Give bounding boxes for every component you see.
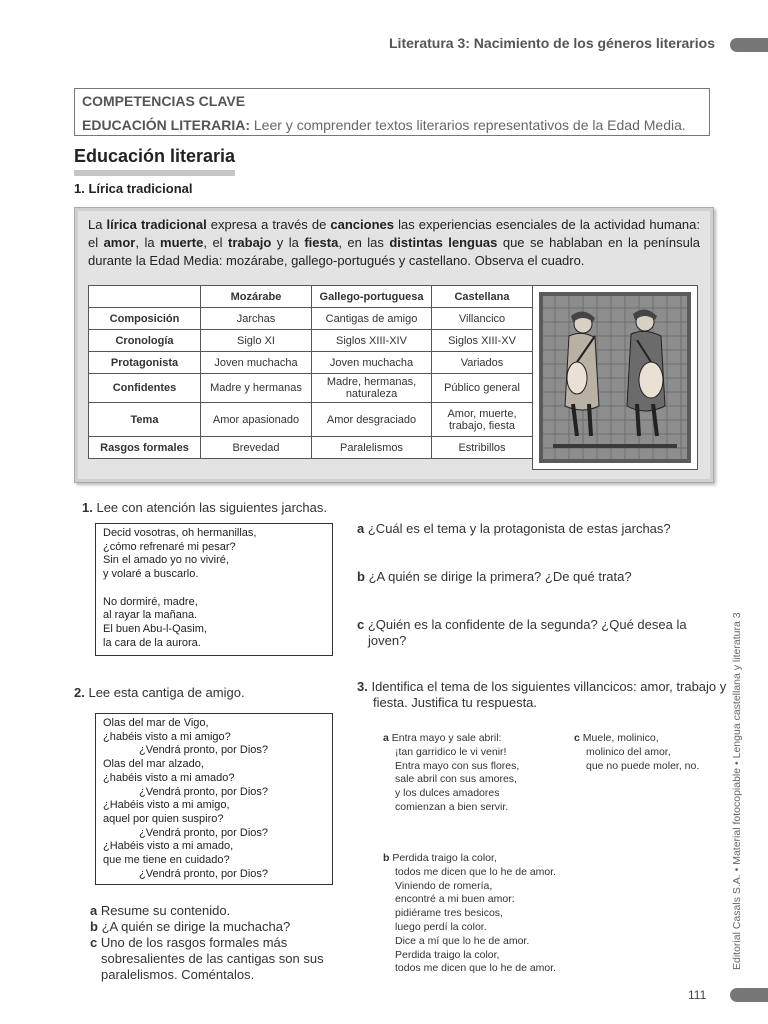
- table-header: Mozárabe: [201, 286, 312, 308]
- villancico-line: Viniendo de romería,: [395, 879, 493, 892]
- intro-bold: distintas lenguas: [389, 235, 498, 250]
- exercise-number: 2.: [74, 685, 85, 700]
- section-subtitle: 1. Lírica tradicional: [74, 181, 193, 196]
- villancico-line: Dice a mí que lo he de amor.: [395, 934, 530, 947]
- table-header-row: [89, 286, 533, 308]
- running-title: Literatura 3: Nacimiento de los géneros literarios: [389, 35, 715, 51]
- intro-bold: lírica tradicional: [106, 217, 207, 232]
- poem-line: aquel por quien suspiro?: [103, 812, 224, 825]
- table-cell: Siglos XIII-XIV: [312, 330, 432, 352]
- publisher-credit: [731, 575, 743, 970]
- question-1b: [357, 569, 709, 585]
- exercise-text: Identifica el tema de los siguientes villancicos: amor, trabajo y fiesta. Justifica tu respuesta.: [371, 679, 727, 710]
- poem-refrain: ¿Vendrá pronto, por Dios?: [139, 785, 269, 798]
- intro-bold: fiesta: [304, 235, 339, 250]
- villancico-line: todos me dicen que lo he de amor.: [395, 865, 557, 878]
- intro-text: expresa a través de: [206, 217, 331, 232]
- exercise-3-prompt: [357, 679, 729, 711]
- genres-table: [88, 285, 533, 459]
- question-1c: [357, 617, 720, 649]
- villancico-line: Entra mayo con sus flores,: [395, 759, 520, 772]
- table-cell: Siglo XI: [201, 330, 312, 352]
- question-letter: b: [90, 919, 98, 934]
- intro-text: y la: [271, 235, 305, 250]
- villancico-letter: c: [574, 732, 580, 744]
- row-label: Tema: [89, 403, 201, 437]
- row-label: Cronología: [89, 330, 201, 352]
- poem-line: Decid vosotras, oh hermanillas,: [103, 527, 257, 539]
- villancico-line: encontré a mi buen amor:: [395, 893, 515, 906]
- table-cell: Villancico: [432, 308, 533, 330]
- villancico-line: y los dulces amadores: [395, 787, 500, 800]
- table-cell: Amor apasionado: [201, 403, 312, 437]
- table-cell: Cantigas de amigo: [312, 308, 432, 330]
- poem-line: que me tiene en cuidado?: [103, 854, 230, 867]
- poem-line: ¿cómo refrenaré mi pesar?: [103, 540, 236, 553]
- table-cell: Paralelismos: [312, 437, 432, 459]
- villancico-a: [383, 732, 519, 815]
- poem-line: El buen Abu-l-Qasim,: [103, 622, 207, 635]
- table-cell: Madre y hermanas: [201, 374, 312, 403]
- villancico-line: Perdida traigo la color,: [395, 948, 500, 961]
- question-2a: [90, 903, 346, 919]
- question-letter: a: [90, 903, 98, 918]
- table-cell: Joven muchacha: [201, 352, 312, 374]
- cantiga-poem-box: [95, 713, 333, 885]
- page-number: 111: [688, 988, 707, 1002]
- exercise-number: 1.: [82, 500, 93, 515]
- intro-paragraph: [88, 216, 700, 270]
- competencias-text: Leer y comprender textos literarios representativos de la Edad Media.: [253, 117, 686, 133]
- poem-line: ¿Habéis visto a mi amigo,: [103, 799, 230, 812]
- villancico-letter: a: [383, 732, 389, 744]
- table-cell: Jarchas: [201, 308, 312, 330]
- intro-text: La: [88, 217, 107, 232]
- poem-stanza-break: [103, 582, 325, 596]
- villancico-c: [574, 732, 699, 773]
- table-cell: Amor desgraciado: [312, 403, 432, 437]
- table-row: [89, 330, 533, 352]
- poem-line: al rayar la mañana.: [103, 609, 198, 622]
- villancico-line: ¡tan garridico le vi venir!: [395, 745, 507, 758]
- jarchas-poem-box: [95, 523, 333, 656]
- table-row: [89, 308, 533, 330]
- table-cell: Estribillos: [432, 437, 533, 459]
- musicians-illustration: [532, 285, 698, 470]
- intro-text: , el: [203, 235, 229, 250]
- table-row: [89, 403, 533, 437]
- question-text: Resume su contenido.: [100, 903, 231, 918]
- poem-refrain: ¿Vendrá pronto, por Dios?: [139, 826, 269, 839]
- intro-text: que se hablaban en la península durante la Edad Media: mozárabe, gallego-portugués y castellano. Observa el cuadro.: [88, 235, 700, 268]
- table-cell: Variados: [432, 352, 533, 374]
- exercise-2-prompt: [74, 685, 245, 701]
- row-label: Confidentes: [89, 374, 201, 403]
- poem-refrain: ¿Vendrá pronto, por Dios?: [139, 867, 269, 880]
- villancico-line: comienzan a bien servir.: [395, 800, 509, 813]
- intro-bold: muerte: [160, 235, 204, 250]
- table-row: [89, 374, 533, 403]
- exercise-1-prompt: [82, 500, 327, 516]
- table-cell: Brevedad: [201, 437, 312, 459]
- question-letter: b: [357, 569, 365, 584]
- villancico-line: Muele, molinico,: [582, 732, 659, 744]
- exercise-number: 3.: [357, 679, 368, 694]
- poem-line: ¿habéis visto a mi amigo?: [103, 730, 231, 743]
- poem-line: Sin el amado yo no viviré,: [103, 554, 229, 567]
- intro-text: las experiencias esenciales de la actividad humana: el: [88, 217, 701, 250]
- question-1a: [357, 521, 709, 537]
- table-row: [89, 437, 533, 459]
- villancico-line: todos me dicen que lo he de amor.: [395, 962, 557, 975]
- question-text: ¿A quién se dirige la muchacha?: [101, 919, 291, 934]
- intro-bold: canciones: [330, 217, 394, 232]
- row-label: Protagonista: [89, 352, 201, 374]
- intro-bold: amor: [103, 235, 136, 250]
- page-tab-marker: [730, 38, 768, 52]
- question-letter: c: [90, 935, 98, 950]
- poem-line: y volaré a buscarlo.: [103, 568, 199, 581]
- poem-line: la cara de la aurora.: [103, 636, 201, 649]
- intro-bold: trabajo: [228, 235, 272, 250]
- question-letter: a: [357, 521, 365, 536]
- question-text: ¿Quién es la confidente de la segunda? ¿Qué desea la joven?: [367, 617, 687, 648]
- question-letter: c: [357, 617, 365, 632]
- question-text: ¿Cuál es el tema y la protagonista de estas jarchas?: [367, 521, 671, 536]
- row-label: Composición: [89, 308, 201, 330]
- table-header: Castellana: [432, 286, 533, 308]
- villancico-line: Entra mayo y sale abril:: [391, 732, 502, 744]
- question-2b: [90, 919, 346, 935]
- section-title: Educación literaria: [74, 146, 236, 166]
- table-cell: Joven muchacha: [312, 352, 432, 374]
- intro-text: , la: [135, 235, 161, 250]
- table-cell: Madre, hermanas, naturaleza: [312, 374, 432, 403]
- medieval-musicians-image: [533, 286, 697, 469]
- villancico-line: pidiérame tres besicos,: [395, 907, 503, 920]
- table-corner: [89, 286, 201, 308]
- poem-line: ¿Habéis visto a mi amado,: [103, 840, 234, 853]
- question-text: Uno de los rasgos formales más sobresalientes de las cantigas son sus paralelismos. Coméntalos.: [100, 935, 324, 982]
- table-cell: Amor, muerte, trabajo, fiesta: [432, 403, 533, 437]
- row-label: Rasgos formales: [89, 437, 201, 459]
- table-row: [89, 352, 533, 374]
- intro-text: , en las: [338, 235, 390, 250]
- villancico-line: sale abril con sus amores,: [395, 773, 517, 786]
- table-header: Gallego-portuguesa: [312, 286, 432, 308]
- publisher-credit-text: Editorial Casals S.A. • Material fotocopiable • Lengua castellana y literatura 3: [731, 612, 743, 970]
- exercise-text: Lee con atención las siguientes jarchas.: [96, 500, 328, 515]
- competencias-line: [82, 117, 686, 133]
- villancico-line: luego perdí la color.: [395, 920, 487, 933]
- competencias-title: COMPETENCIAS CLAVE: [82, 93, 246, 109]
- competencias-label: EDUCACIÓN LITERARIA:: [82, 117, 250, 133]
- poem-line: Olas del mar de Vigo,: [103, 717, 209, 729]
- poem-line: ¿habéis visto a mi amado?: [103, 771, 235, 784]
- exercise-text: Lee esta cantiga de amigo.: [88, 685, 245, 700]
- poem-line: Olas del mar alzado,: [103, 758, 204, 771]
- villancico-b: [383, 852, 556, 976]
- table-cell: Público general: [432, 374, 533, 403]
- villancico-line: molinico del amor,: [586, 745, 671, 758]
- page-tab-marker-bottom: [730, 988, 768, 1002]
- table-cell: Siglos XIII-XV: [432, 330, 533, 352]
- question-text: ¿A quién se dirige la primera? ¿De qué trata?: [368, 569, 632, 584]
- poem-refrain: ¿Vendrá pronto, por Dios?: [139, 744, 269, 757]
- villancico-letter: b: [383, 852, 390, 864]
- villancico-line: Perdida traigo la color,: [392, 852, 497, 864]
- villancico-line: que no puede moler, no.: [586, 759, 700, 772]
- question-2c: [90, 935, 357, 983]
- title-underline: [74, 170, 235, 176]
- poem-line: No dormiré, madre,: [103, 595, 198, 608]
